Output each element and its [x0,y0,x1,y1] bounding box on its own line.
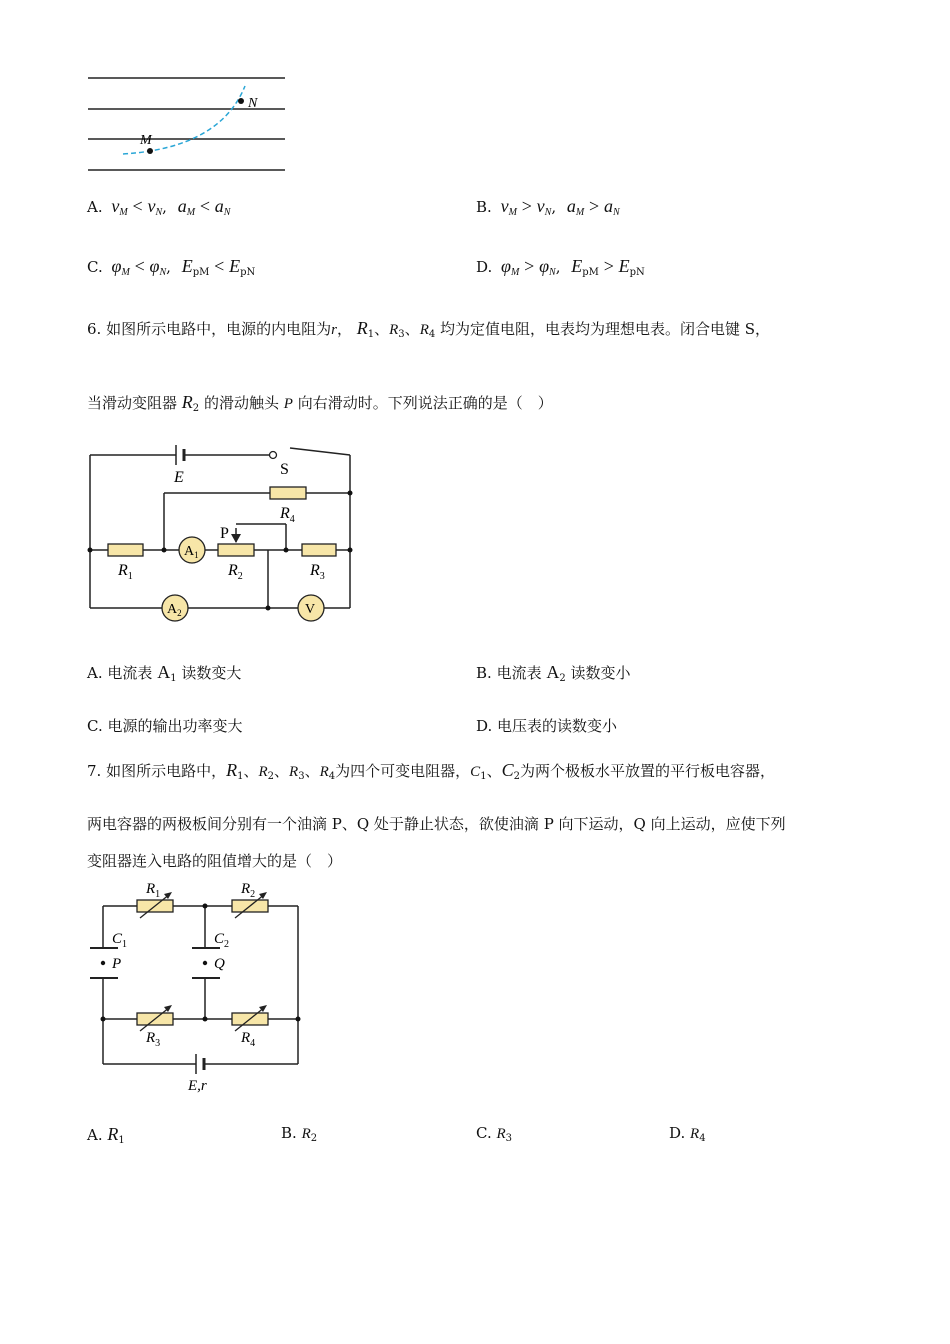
subscript: M [508,207,517,218]
separator: , [555,258,561,276]
subscript: 4 [328,771,336,782]
meter-symbol: A [157,662,171,682]
stem-text: 为四个可变电阻器， [335,762,471,780]
q5-option-b[interactable] [476,196,620,218]
operator: > [589,196,600,216]
option-letter: C. [87,717,103,735]
option-text: 电压表的读数变小 [497,717,618,735]
subscript: 1 [367,329,375,340]
symbol-r1: R [356,318,368,338]
ammeter-a2-label: $A_2$ [167,602,182,618]
symbol: v [500,196,509,216]
emf-label: E,r [188,1078,207,1094]
punct: 、 [243,762,259,780]
symbol: φ [539,256,550,276]
subscript: 3 [298,771,305,782]
q7-stem-line3: 变阻器连入电路的阻值增大的是（ ） [87,852,343,870]
subscript: N [159,267,167,278]
punct: 、 [374,320,390,338]
q5-option-d[interactable] [476,256,645,278]
q6-circuit-diagram [80,438,370,628]
option-letter: A. [87,1126,103,1144]
symbol-r: r [331,322,337,338]
option-text: 电流表 [496,664,542,682]
subscript: 1 [480,771,487,782]
q6-option-c[interactable] [87,715,243,736]
symbol: v [147,196,156,216]
subscript: 2 [192,403,200,414]
symbol: a [214,196,224,216]
stem-text: 当滑动变阻器 [87,394,178,412]
point-m-label: M [140,133,152,148]
subscript: N [549,267,556,278]
droplet-q-label: Q [214,956,225,972]
subscript: M [511,267,520,278]
symbol-r2: R [258,764,268,780]
option-letter: B. [476,664,492,682]
q7-option-b[interactable] [281,1124,317,1144]
operator: > [524,256,535,276]
subscript: 2 [559,673,566,684]
option-text: 电流表 [107,664,153,682]
subscript: pM [192,267,210,278]
symbol: φ [111,256,122,276]
symbol-c1: C [470,764,481,780]
subscript: 1 [118,1135,125,1146]
subscript: N [544,207,552,218]
symbol: E [571,256,583,276]
symbol-p: P [283,396,293,412]
q6-stem-line2 [87,392,553,414]
q5-option-a[interactable] [87,196,230,218]
r4-label: $R_4$ [280,505,295,525]
punct: 、 [274,762,290,780]
symbol: a [603,196,613,216]
subscript: M [575,207,585,218]
subscript: M [119,207,128,218]
q6-option-b[interactable] [476,662,631,684]
q6-option-a[interactable] [87,662,241,684]
operator: < [134,256,145,276]
q7-stem-line2: 两电容器的两极板间分别有一个油滴 P、Q 处于静止状态，欲使油滴 P 向下运动，Q 向上运动，应使下列 [87,815,786,833]
q7-stem-line1 [87,760,775,782]
symbol: φ [501,256,512,276]
option-letter: B. [476,198,492,216]
option-letter: A. [87,664,103,682]
voltmeter-label: V [305,602,316,617]
operator: < [214,256,225,276]
subscript: 4 [428,329,436,340]
r4-label: $R_4$ [241,1030,256,1049]
stem-text: 的滑动触头 [203,394,279,412]
subscript: M [121,267,130,278]
symbol: φ [149,256,160,276]
q7-option-a[interactable] [87,1124,125,1146]
operator: < [199,196,210,216]
stem-text: 均为定值电阻，电表均为理想电表。闭合电键 S， [440,320,771,338]
symbol: E [181,256,193,276]
subscript: N [223,207,231,218]
r3-label: $R_3$ [146,1030,161,1049]
symbol: a [566,196,576,216]
separator: , [551,198,557,216]
subscript: M [186,207,196,218]
point-n-label: N [248,96,258,111]
option-text: 电源的输出功率变大 [107,717,243,735]
symbol-r3: R [289,764,299,780]
subscript: 1 [170,673,177,684]
q6-option-d[interactable] [476,715,617,736]
subscript: 1 [237,771,244,782]
r2-label: $R_2$ [228,562,243,582]
q6-stem-line1 [87,318,770,340]
c1-label: $C_1$ [112,931,128,950]
option-letter: C. [476,1124,492,1142]
field-lines-figure [80,68,295,178]
symbol: E [618,256,630,276]
stem-text: 7. 如图所示电路中， [87,762,227,780]
symbol-r2: R [181,392,193,412]
option-letter: D. [476,717,493,735]
option-letter: C. [87,258,103,276]
symbol: R [690,1126,700,1142]
symbol: v [111,196,120,216]
emf-label: E [174,469,184,486]
meter-symbol: A [546,662,560,682]
subscript: N [612,207,620,218]
stem-text: 6. 如图所示电路中，电源的内电阻为 [87,320,332,338]
subscript: 2 [310,1133,318,1144]
symbol: E [229,256,241,276]
punct: ， [336,320,352,338]
symbol-r4: R [319,764,329,780]
subscript: 4 [699,1133,706,1144]
subscript: 2 [267,771,275,782]
option-letter: B. [281,1124,297,1142]
operator: < [132,196,143,216]
subscript: pN [629,267,645,278]
symbol-c2: C [501,760,514,780]
subscript: 3 [398,329,405,340]
punct: 、 [304,762,320,780]
r3-label: $R_3$ [310,562,325,582]
operator: > [521,196,532,216]
symbol: R [301,1126,311,1142]
subscript: 2 [513,771,520,782]
slider-p-label: P [220,525,229,542]
r2-label: $R_2$ [241,881,256,900]
symbol: a [177,196,187,216]
q7-option-c[interactable] [476,1124,512,1144]
stem-text: 向右滑动时。下列说法正确的是（ ） [297,394,553,412]
subscript: 3 [505,1133,513,1144]
c2-label: $C_2$ [214,931,230,950]
subscript: N [155,207,163,218]
q7-circuit-diagram [90,876,315,1096]
operator: > [603,256,614,276]
symbol: v [536,196,545,216]
stem-text: 为两个极板水平放置的平行板电容器， [519,762,775,780]
punct: 、 [404,320,420,338]
droplet-p-label: P [112,956,122,972]
symbol: R [496,1126,506,1142]
separator: , [162,198,167,216]
r1-label: $R_1$ [146,881,161,900]
punct: 、 [486,762,502,780]
q5-option-c[interactable] [87,256,255,278]
subscript: pN [240,267,256,278]
switch-label: S [280,461,289,478]
symbol: R [107,1124,119,1144]
option-text: 读数变小 [570,664,631,682]
ammeter-a1-label: $A_1$ [184,544,199,560]
symbol-r3: R [389,322,399,338]
option-letter: D. [476,258,493,276]
r1-label: $R_1$ [118,562,133,582]
symbol-r4: R [419,322,429,338]
symbol-r1: R [226,760,238,780]
option-letter: A. [87,198,103,216]
q7-option-d[interactable] [669,1124,706,1144]
option-text: 读数变大 [181,664,242,682]
separator: , [166,258,171,276]
subscript: pM [582,267,599,278]
option-letter: D. [669,1124,686,1142]
